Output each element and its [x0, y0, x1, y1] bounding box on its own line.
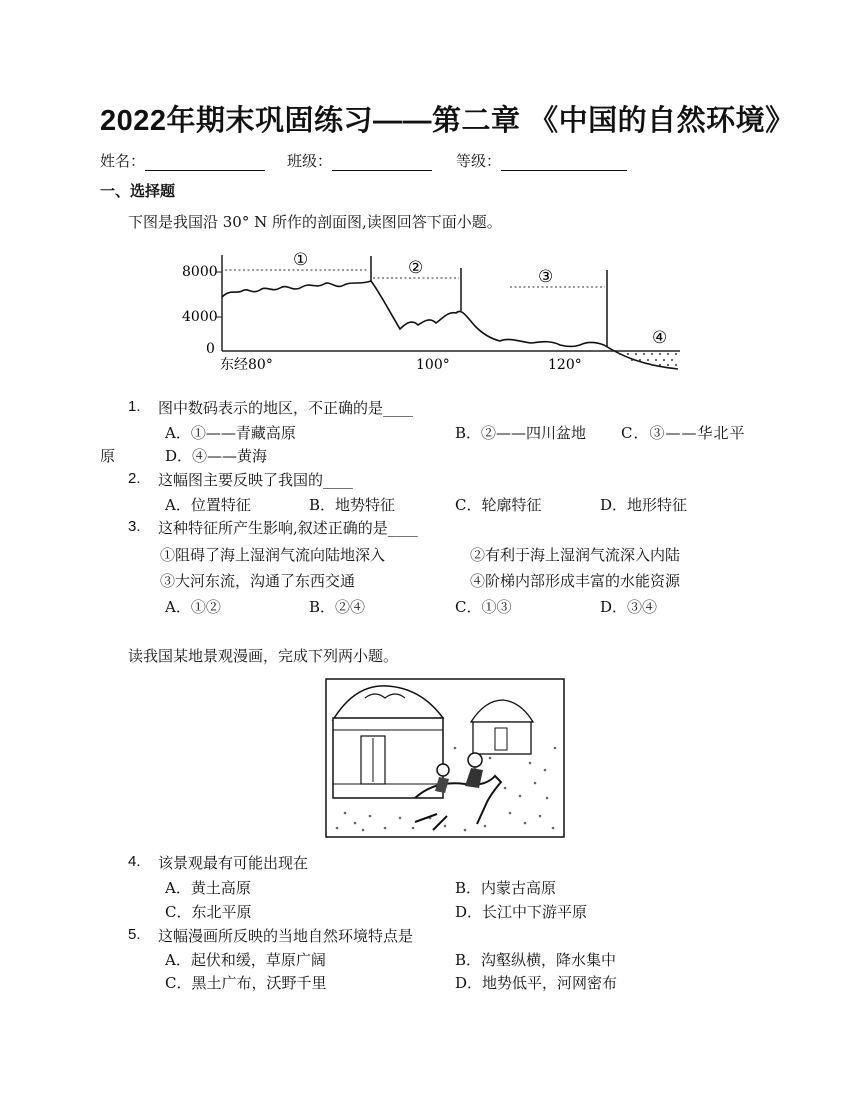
- q4-number: 4.: [128, 853, 141, 870]
- q3-statement-4: ④阶梯内部形成丰富的水能资源: [470, 572, 681, 590]
- marker-4: ④: [652, 328, 668, 348]
- x-tick-80: 东经80°: [220, 357, 273, 373]
- class-label: 班级：: [287, 152, 333, 170]
- q4-option-d[interactable]: D．长江中下游平原: [455, 903, 588, 921]
- q5-option-b[interactable]: B．沟壑纵横，降水集中: [455, 951, 617, 969]
- name-label: 姓名：: [100, 152, 146, 170]
- q1-option-c[interactable]: C．③——华北平: [621, 424, 746, 442]
- q3-statement-2: ②有利于海上湿润气流深入内陆: [470, 546, 681, 564]
- marker-3: ③: [538, 267, 554, 287]
- q1-number: 1.: [128, 398, 141, 415]
- class-field[interactable]: [287, 150, 432, 171]
- q5-option-a[interactable]: A．起伏和缓，草原广阔: [165, 951, 326, 969]
- q2-option-c[interactable]: C．轮廓特征: [455, 496, 542, 514]
- q4-option-c[interactable]: C．东北平原: [165, 903, 252, 921]
- marker-1: ①: [293, 250, 309, 270]
- q2-option-a[interactable]: A．位置特征: [165, 496, 251, 514]
- grade-blank[interactable]: [501, 155, 627, 171]
- q3-stem: 这种特征所产生影响,叙述正确的是____: [158, 519, 418, 537]
- q2-option-d[interactable]: D．地形特征: [600, 496, 688, 514]
- q3-option-c[interactable]: C．①③: [455, 598, 512, 616]
- y-tick-4000: 4000: [182, 309, 218, 325]
- class-blank[interactable]: [332, 155, 432, 171]
- q3-option-a[interactable]: A．①②: [165, 598, 221, 616]
- q3-statement-1: ①阻碍了海上湿润气流向陆地深入: [160, 546, 386, 564]
- q3-number: 3.: [128, 518, 141, 535]
- q4-option-b[interactable]: B．内蒙古高原: [455, 879, 557, 897]
- q5-stem: 这幅漫画所反映的当地自然环境特点是: [158, 927, 414, 945]
- page-title: 2022年期末巩固练习——第二章 《中国的自然环境》: [100, 105, 795, 137]
- q5-number: 5.: [128, 926, 141, 943]
- q1-option-b[interactable]: B．②——四川盆地: [455, 424, 587, 442]
- name-blank[interactable]: [145, 155, 265, 171]
- grade-field[interactable]: [456, 150, 627, 171]
- q4-option-a[interactable]: A．黄土高原: [165, 879, 251, 897]
- section-heading: 一、选择题: [100, 183, 176, 200]
- q1-option-c-cont: 原: [100, 447, 116, 465]
- terrain-profile-figure: [180, 245, 685, 377]
- q1-stem: 图中数码表示的地区，不正确的是____: [158, 399, 414, 417]
- q3-statement-3: ③大河东流，沟通了东西交通: [160, 572, 356, 590]
- q2-option-b[interactable]: B．地势特征: [309, 496, 396, 514]
- q5-option-d[interactable]: D．地势低平，河网密布: [455, 974, 618, 992]
- x-tick-120: 120°: [548, 357, 582, 373]
- x-tick-100: 100°: [416, 357, 450, 373]
- intro-text-1: 下图是我国沿 30° N 所作的剖面图,读图回答下面小题。: [128, 213, 502, 231]
- q1-option-a[interactable]: A．①——青藏高原: [165, 424, 296, 442]
- q3-option-b[interactable]: B．②④: [309, 598, 366, 616]
- y-tick-0: 0: [206, 341, 215, 357]
- grade-label: 等级：: [456, 152, 502, 170]
- q2-stem: 这幅图主要反映了我国的____: [158, 471, 354, 489]
- name-field[interactable]: [100, 150, 265, 171]
- marker-2: ②: [408, 258, 424, 278]
- q4-stem: 该景观最有可能出现在: [158, 854, 309, 872]
- grassland-cartoon-figure: [325, 678, 565, 838]
- q5-option-c[interactable]: C．黑土广布，沃野千里: [165, 974, 327, 992]
- q2-number: 2.: [128, 470, 141, 487]
- y-tick-8000: 8000: [182, 264, 218, 280]
- intro-text-2: 读我国某地景观漫画，完成下列两小题。: [128, 647, 399, 665]
- q1-option-d[interactable]: D．④——黄海: [165, 447, 268, 465]
- q3-option-d[interactable]: D．③④: [600, 598, 658, 616]
